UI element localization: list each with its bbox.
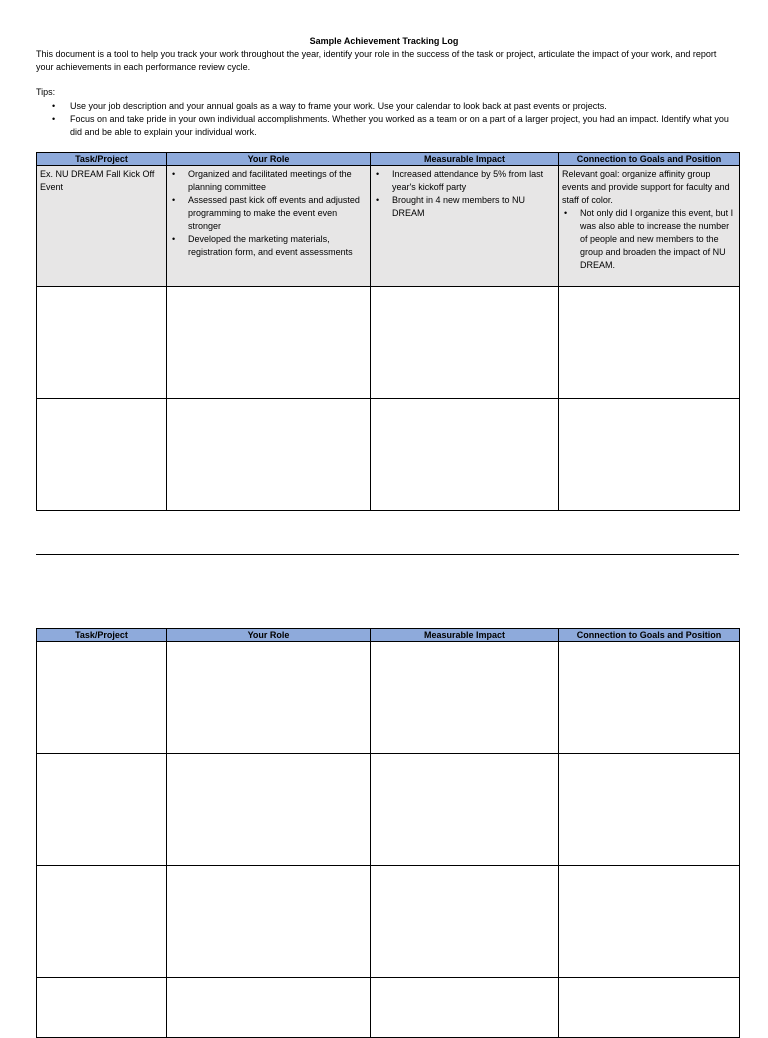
connection-bullet: • Not only did I organize this event, but I was also able to increase the number of people and new members to the group and broaden the impact of NU DREAM. <box>562 207 736 272</box>
tip-item: • Focus on and take pride in your own individual accomplishments. Whether you worked as a team or on a part of a larger project, you had an impact. Identify what you did and be able to explain your individual work. <box>52 113 732 139</box>
table-header-row <box>37 153 740 166</box>
table-row <box>37 754 740 866</box>
achievement-table-2 <box>36 628 740 1038</box>
example-role-cell[interactable] <box>167 166 371 287</box>
empty-role-cell[interactable] <box>167 754 371 866</box>
empty-connection-cell[interactable] <box>559 287 740 399</box>
empty-role-cell[interactable] <box>167 642 371 754</box>
header-measurable-impact: Measurable Impact <box>371 153 559 166</box>
connection-bullet-list <box>562 207 736 272</box>
example-task-cell[interactable] <box>37 166 167 287</box>
tip-item: • Use your job description and your annual goals as a way to frame your work. Use your calendar to look back at past events or projects. <box>52 100 732 113</box>
role-bullet: • Organized and facilitated meetings of the planning committee <box>170 168 367 194</box>
empty-task-cell[interactable] <box>37 287 167 399</box>
example-task-text: Ex. NU DREAM Fall Kick Off Event <box>40 169 155 192</box>
empty-task-cell[interactable] <box>37 866 167 978</box>
empty-role-cell[interactable] <box>167 399 371 511</box>
empty-impact-cell[interactable] <box>371 754 559 866</box>
tips-list <box>52 100 732 139</box>
empty-connection-cell[interactable] <box>559 978 740 1038</box>
empty-role-cell[interactable] <box>167 287 371 399</box>
empty-task-cell[interactable] <box>37 399 167 511</box>
empty-role-cell[interactable] <box>167 978 371 1038</box>
empty-connection-cell[interactable] <box>559 754 740 866</box>
connection-text: Relevant goal: organize affinity group events and provide support for faculty and staff of color. <box>562 169 730 205</box>
impact-bullet-list <box>374 168 555 220</box>
empty-connection-cell[interactable] <box>559 399 740 511</box>
header-measurable-impact: Measurable Impact <box>371 629 559 642</box>
header-task-project: Task/Project <box>37 153 167 166</box>
empty-impact-cell[interactable] <box>371 399 559 511</box>
header-connection-goals: Connection to Goals and Position <box>559 153 740 166</box>
table-row <box>37 287 740 399</box>
empty-impact-cell[interactable] <box>371 866 559 978</box>
empty-impact-cell[interactable] <box>371 978 559 1038</box>
example-row <box>37 166 740 287</box>
empty-connection-cell[interactable] <box>559 866 740 978</box>
table-header-row <box>37 629 740 642</box>
table-row <box>37 399 740 511</box>
header-connection-goals: Connection to Goals and Position <box>559 629 740 642</box>
empty-impact-cell[interactable] <box>371 287 559 399</box>
header-task-project: Task/Project <box>37 629 167 642</box>
page-divider <box>36 554 739 555</box>
example-impact-cell[interactable] <box>371 166 559 287</box>
header-your-role: Your Role <box>167 153 371 166</box>
impact-bullet: • Brought in 4 new members to NU DREAM <box>374 194 555 220</box>
header-your-role: Your Role <box>167 629 371 642</box>
role-bullet: • Developed the marketing materials, registration form, and event assessments <box>170 233 367 259</box>
empty-role-cell[interactable] <box>167 866 371 978</box>
achievement-table-1 <box>36 152 740 511</box>
empty-task-cell[interactable] <box>37 754 167 866</box>
table-row <box>37 642 740 754</box>
role-bullet: • Assessed past kick off events and adjusted programming to make the event even stronger <box>170 194 367 233</box>
empty-connection-cell[interactable] <box>559 642 740 754</box>
tips-label: Tips: <box>36 87 56 97</box>
document-title: Sample Achievement Tracking Log <box>309 36 459 46</box>
intro-paragraph: This document is a tool to help you track your work throughout the year, identify your role in the success of the task or project, articulate the impact of your work, and report your achievements in each performance review cycle. <box>36 49 717 72</box>
table-row <box>37 866 740 978</box>
empty-task-cell[interactable] <box>37 642 167 754</box>
role-bullet-list <box>170 168 367 259</box>
empty-task-cell[interactable] <box>37 978 167 1038</box>
table-row <box>37 978 740 1038</box>
empty-impact-cell[interactable] <box>371 642 559 754</box>
impact-bullet: • Increased attendance by 5% from last year's kickoff party <box>374 168 555 194</box>
example-connection-cell[interactable] <box>559 166 740 287</box>
